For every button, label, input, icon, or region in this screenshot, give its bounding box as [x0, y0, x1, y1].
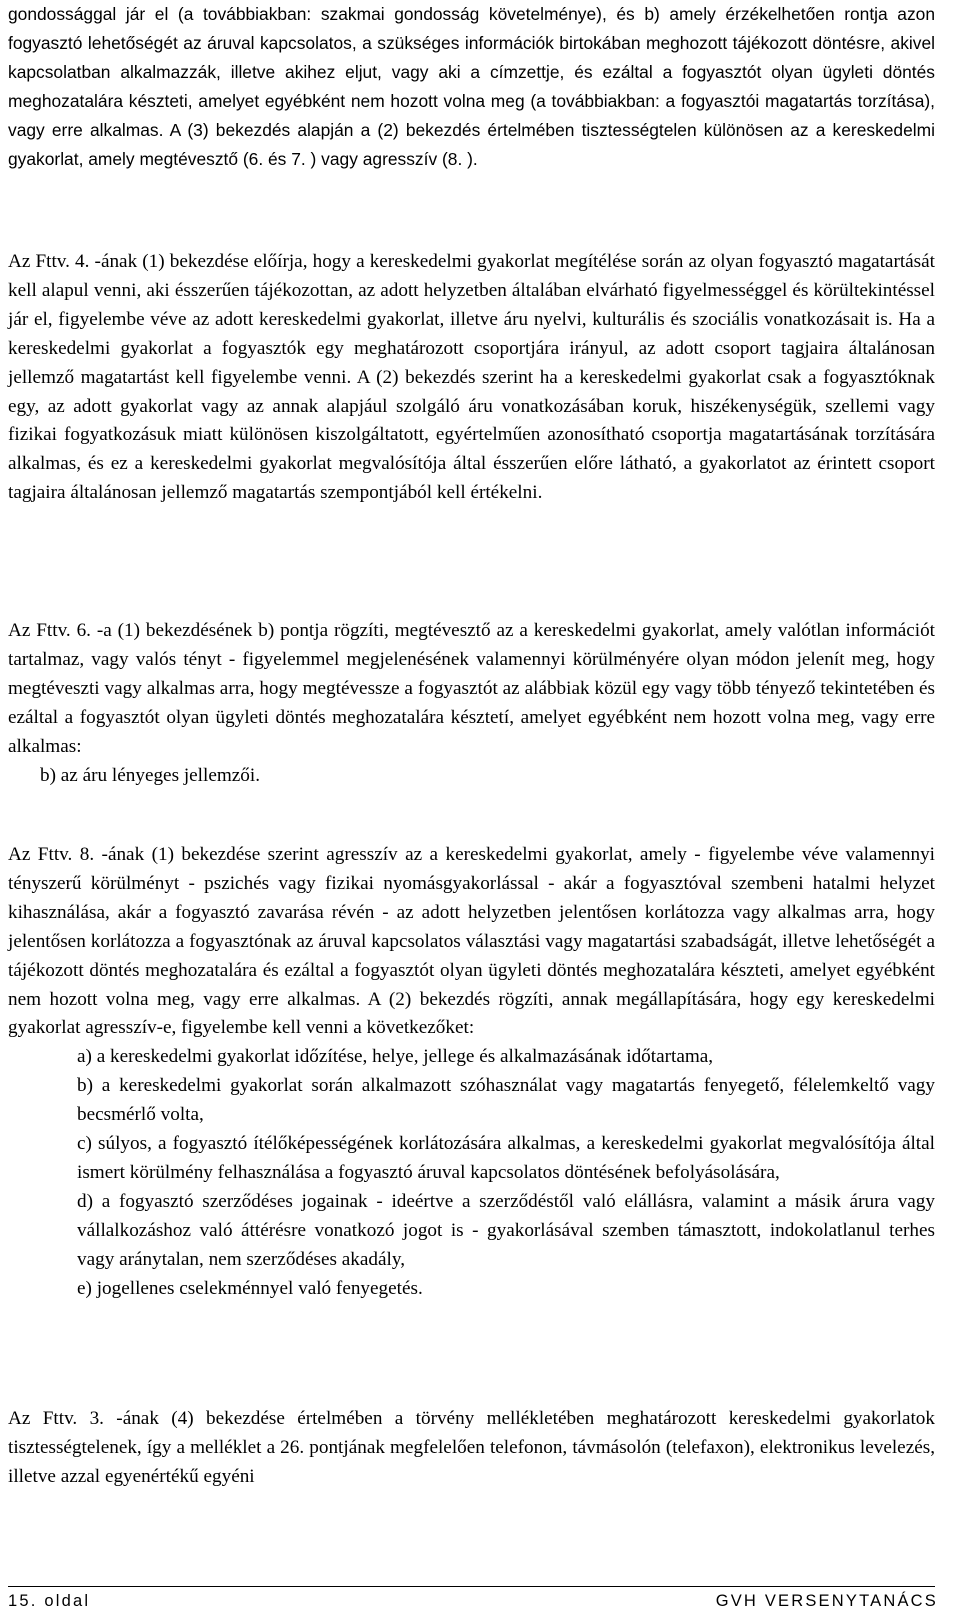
paragraph-fttv-6-text: Az Fttv. 6. -a (1) bekezdésének b) pontja rögzíti, megtévesztő az a kereskedelmi gyakorlat, amely valótlan információt tartalmaz, vagy valós tényt - figyelemmel megjelenésének valamennyi körülményére olyan módon jelenít meg, hogy megtéveszti vagy alkalmas arra, hogy megtévessze a fogyasztót az alábbiak közül egy vagy több tényező tekintetében és ezáltal a fogyasztót olyan ügyleti döntés meghozatalára késztetí, amelyet egyébként nem hozott volna meg, vagy erre alkalmas: [8, 620, 935, 757]
paragraph-fttv-6 [8, 617, 935, 790]
paragraph-continuation: gondossággal jár el (a továbbiakban: szakmai gondosság követelménye), és b) amely érzékelhetően rontja azon fogyasztó lehetőségét az áruval kapcsolatos, a szükséges információk birtokában meghozott tájékozott döntésre, akivel kapcsolatban alkalmazzák, illetve akihez eljut, vagy aki a címzettje, és ezáltal a fogyasztót olyan ügyleti döntés meghozatalára készteti, amelyet egyébként nem hozott volna meg (a továbbiakban: a fogyasztói magatartás torzítása), vagy erre alkalmas. A (3) bekezdés alapján a (2) bekezdés értelmében tisztességtelen különösen az a kereskedelmi gyakorlat, amely megtévesztő (6. és 7. ) vagy agresszív (8. ). [8, 4, 935, 169]
paragraph-fttv-8-text: Az Fttv. 8. -ának (1) bekezdése szerint agresszív az a kereskedelmi gyakorlat, amely - figyelembe véve valamennyi tényszerű körülményt - pszichés vagy fizikai nyomásgyakorlással - akár a fogyasztóval szembeni hatalmi helyzet kihasználása, akár a fogyasztó zavarása révén - az adott helyzetben jelentősen korlátozza vagy alkalmas arra, hogy jelentősen korlátozza a fogyasztónak az áruval kapcsolatos választási vagy magatartási szabadságát, illetve lehetőségét a tájékozott döntés meghozatalára és ezáltal a fogyasztót olyan ügyleti döntés meghozatalára készteti, amelyet egyébként nem hozott volna meg, vagy erre alkalmas. A (2) bekezdés rögzíti, annak megállapítására, hogy egy kereskedelmi gyakorlat agresszív-e, figyelembe kell venni a következőket: [8, 844, 935, 1039]
paragraph-fttv-8 [8, 841, 935, 1304]
list-item: b) a kereskedelmi gyakorlat során alkalmazott szóhasználat vagy magatartás fenyegető, félelemkeltő vagy becsmérlő volta, [77, 1075, 935, 1126]
list-item: c) súlyos, a fogyasztó ítélőképességének korlátozására alkalmas, a kereskedelmi gyakorlat megvalósítója által ismert körülmény felhasználása a fogyasztó áruval kapcsolatos döntésének befolyásolására, [77, 1133, 935, 1183]
page-number: 15. oldal [8, 1592, 91, 1610]
paragraph-fttv-4: Az Fttv. 4. -ának (1) bekezdése előírja, hogy a kereskedelmi gyakorlat megítélése során az olyan fogyasztó magatartását kell alapul venni, aki ésszerűen tájékozottan, az adott helyzetben általában elvárható figyelmességgel és körültekintéssel jár el, figyelembe véve az adott kereskedelmi gyakorlat, illetve áru nyelvi, kulturális és szociális vonatkozásait is. Ha a kereskedelmi gyakorlat a fogyasztók egy meghatározott csoportjára irányul, az adott csoport tagjaira általánosan jellemző magatartást kell figyelembe venni. A (2) bekezdés szerint ha a kereskedelmi gyakorlat csak a fogyasztóknak egy, az adott gyakorlat vagy az annak alapjául szolgáló áru vonatkozásában koruk, hiszékenységük, szellemi vagy fizikai fogyatkozásuk miatt különösen kiszolgáltatott, egyértelműen azonosítható csoportja magatartásának torzítására alkalmas, és ez a kereskedelmi gyakorlat megvalósítója által ésszerűen előre látható, a gyakorlatot az érintett csoport tagjaira általánosan jellemző magatartás szempontjából kell értékelni. [8, 251, 935, 504]
list-item: d) a fogyasztó szerződéses jogainak - ideértve a szerződéstől való elállásra, valamint a másik árura vagy vállalkozáshoz való áttérésre vonatkozó jogot is - gyakorlásával szemben támasztott, indokolatlanul terhes vagy aránytalan, nem szerződéses akadály, [77, 1190, 935, 1270]
footer-organization: GVH VERSENYTANÁCS [715, 1592, 938, 1610]
list-item: e) jogellenes cselekménnyel való fenyegetés. [77, 1277, 423, 1299]
list-item: b) az áru lényeges jellemzői. [40, 764, 261, 786]
paragraph-fttv-3: Az Fttv. 3. -ának (4) bekezdése értelmében a törvény mellékletében meghatározott kereskedelmi gyakorlatok tisztességtelenek, így a melléklet a 26. pontjának megfelelően telefonon, távmásolón (telefaxon), elektronikus levelezés, illetve azzal egyenértékű egyéni [8, 1408, 935, 1487]
list-item: a) a kereskedelmi gyakorlat időzítése, helye, jellege és alkalmazásának időtartama, [77, 1046, 714, 1068]
footer-divider [8, 1586, 935, 1587]
